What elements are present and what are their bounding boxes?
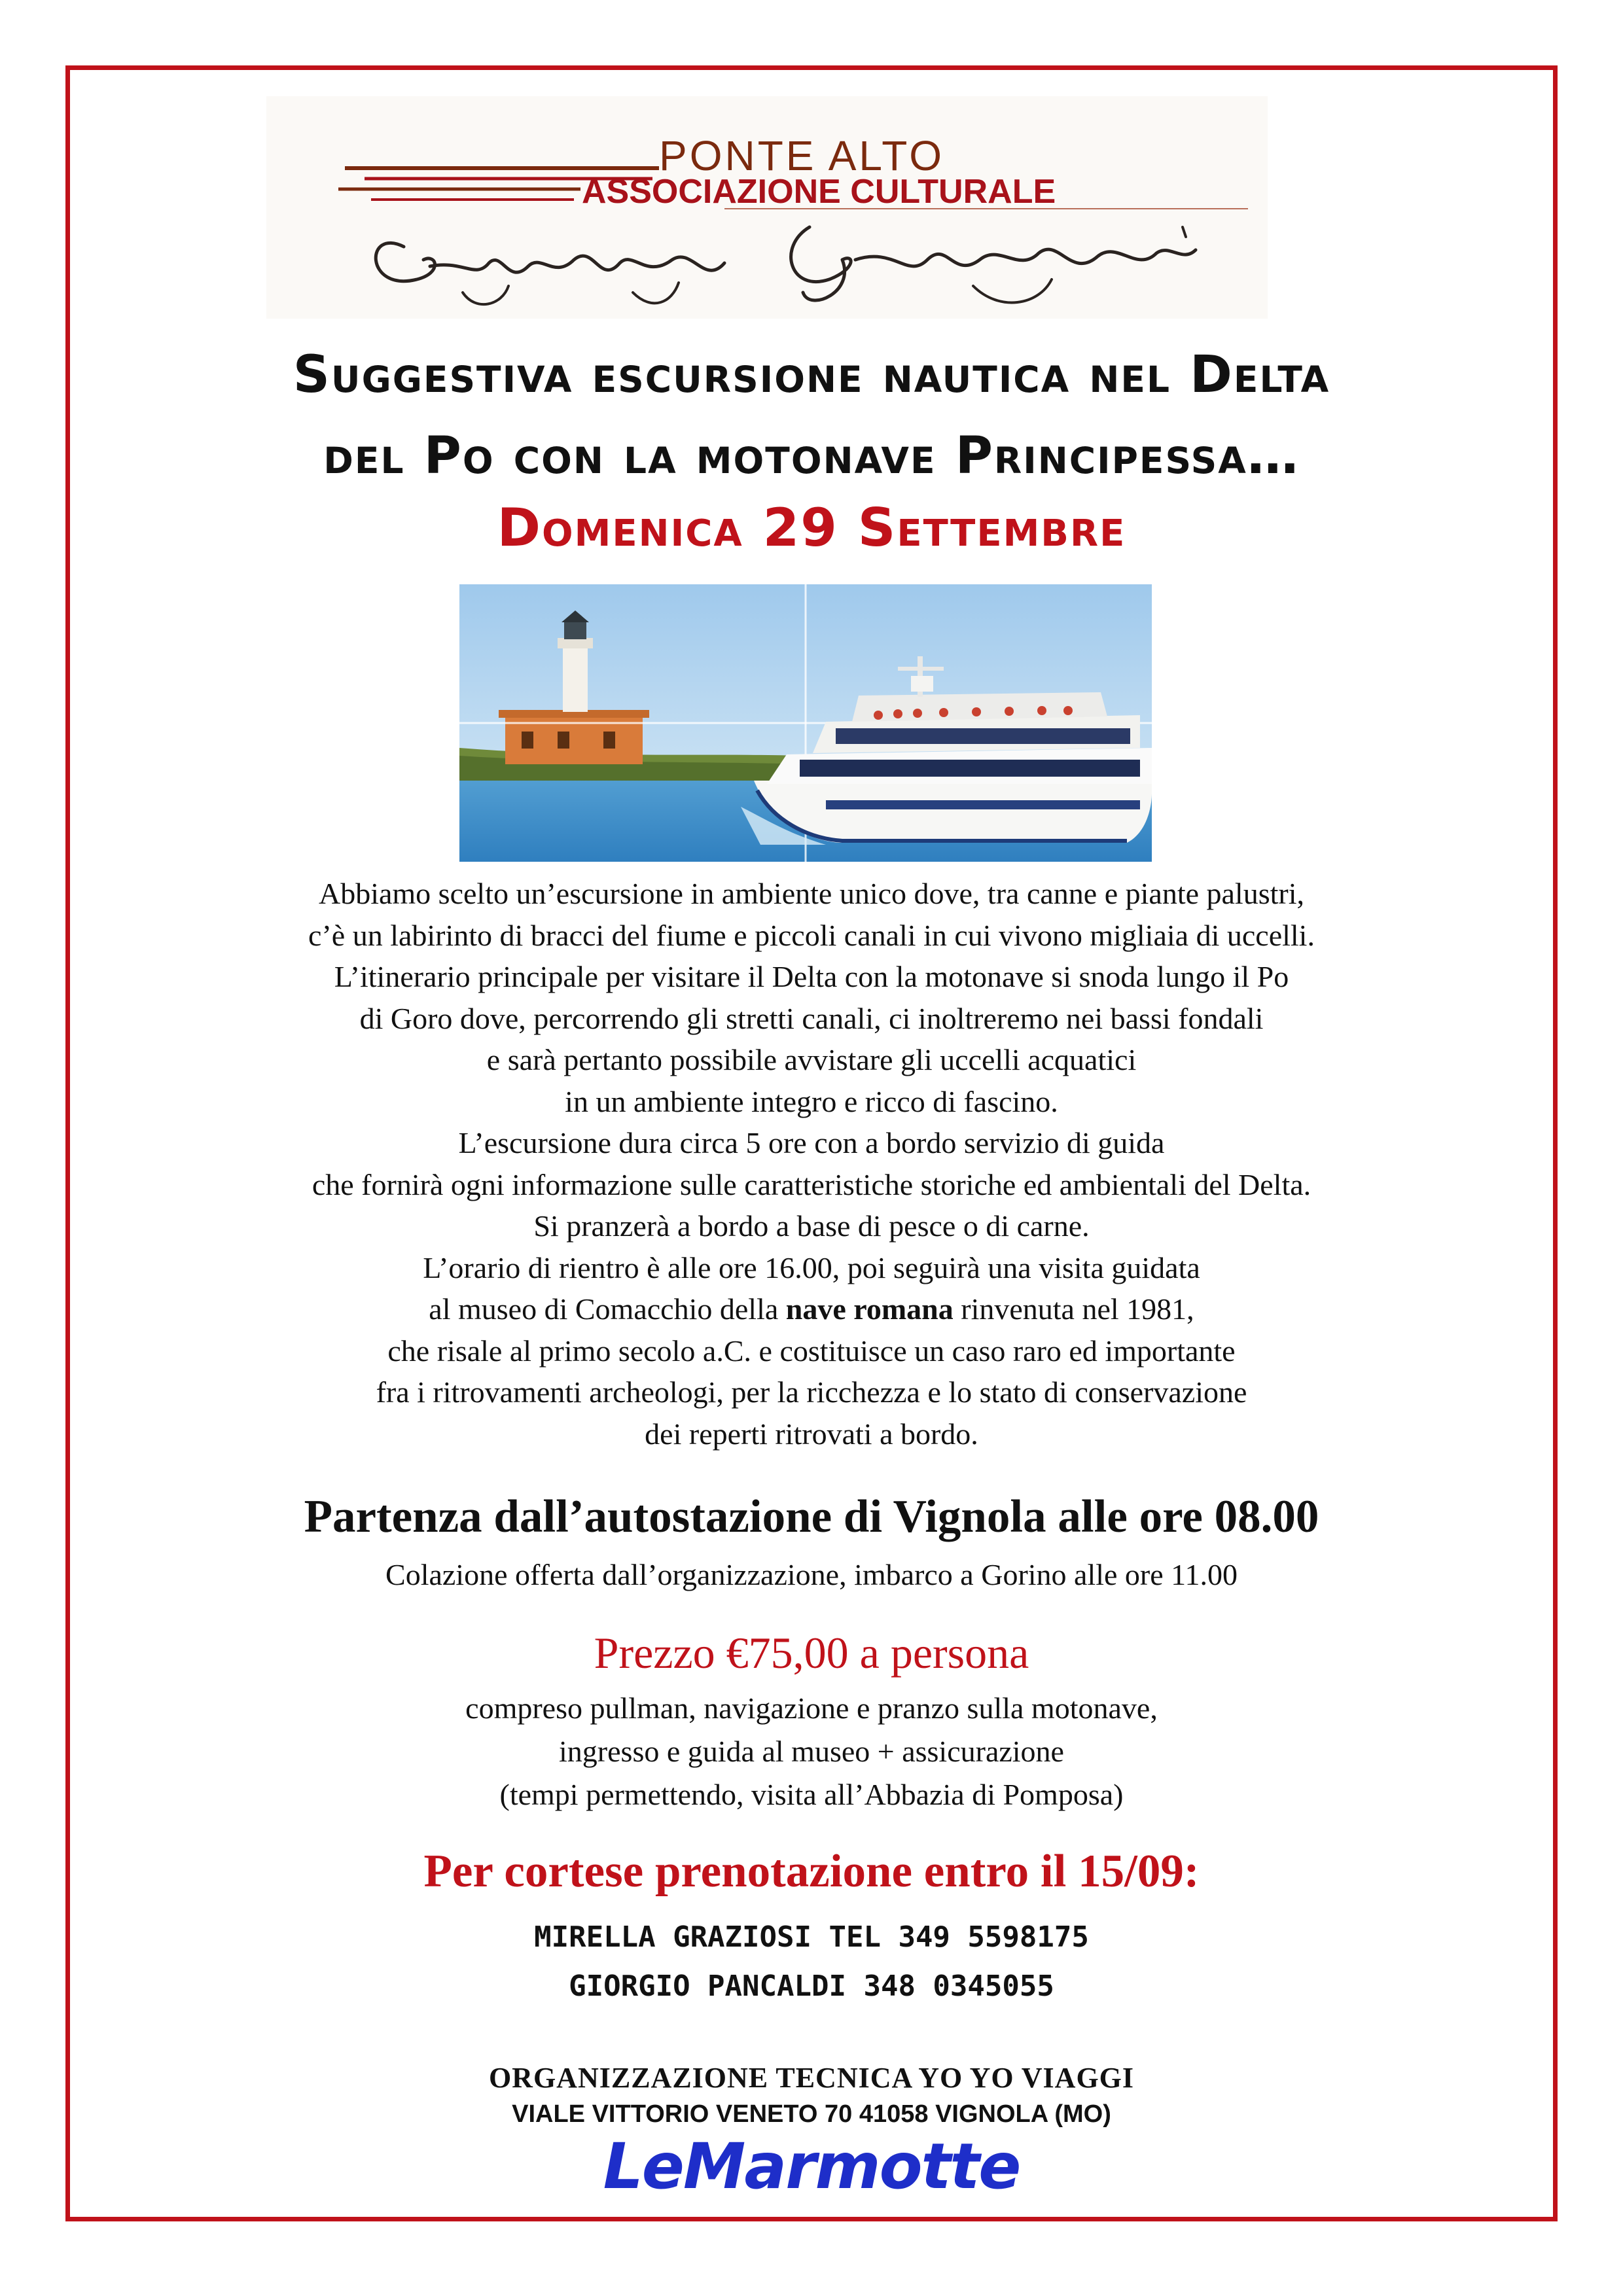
description-line: che risale al primo secolo a.C. e costituisce un caso raro ed importante	[387, 1333, 1236, 1368]
description-line: di Goro dove, percorrendo gli stretti canali, ci inoltreremo nei bassi fondali	[359, 1001, 1264, 1035]
association-logo	[266, 96, 1268, 319]
breakfast-info: Colazione offerta dall’organizzazione, imbarco a Gorino alle ore 11.00	[385, 1558, 1238, 1591]
description-line: L’orario di rientro è alle ore 16.00, poi seguirà una visita guidata	[423, 1250, 1200, 1284]
description-line: dei reperti ritrovati a bordo.	[645, 1417, 978, 1451]
price: Prezzo €75,00 a persona	[594, 1628, 1029, 1678]
logo-subtitle: ASSOCIAZIONE CULTURALE	[582, 173, 1056, 211]
includes-line: compreso pullman, navigazione e pranzo sulla motonave,	[465, 1691, 1158, 1725]
contact-mirella: MIRELLA GRAZIOSI TEL 349 5598175	[534, 1920, 1089, 1954]
contact-giorgio: GIORGIO PANCALDI 348 0345055	[569, 1969, 1054, 2003]
description-line: L’itinerario principale per visitare il Delta con la motonave si snoda lungo il Po	[334, 960, 1289, 993]
includes-line: (tempi permettendo, visita all’Abbazia di Pomposa)	[499, 1778, 1124, 1811]
description-line: Si pranzerà a bordo a base di pesce o di carne.	[533, 1209, 1090, 1243]
heading-line-2: del Po con la motonave Principessa…	[323, 427, 1300, 486]
description-line: fra i ritrovamenti archeologi, per la ricchezza e lo stato di conservazione	[376, 1375, 1247, 1409]
signature-icon	[266, 96, 1268, 319]
logo-name: PONTE ALTO	[659, 132, 944, 179]
roman-ship-highlight: nave romana	[785, 1292, 954, 1326]
description-text: al museo di Comacchio della	[429, 1292, 786, 1326]
description-line: in un ambiente integro e ricco di fascino.	[565, 1084, 1058, 1118]
organizer-line: ORGANIZZAZIONE TECNICA YO YO VIAGGI	[488, 2062, 1135, 2094]
departure-info: Partenza dall’autostazione di Vignola alle ore 08.00	[304, 1491, 1319, 1542]
heading-line-1: Suggestiva escursione nautica nel Delta	[293, 345, 1330, 404]
description-text: rinvenuta nel 1981,	[953, 1292, 1194, 1326]
motor-ship-lighthouse-photo	[459, 584, 1152, 862]
includes-line: ingresso e guida al museo + assicurazione	[559, 1735, 1064, 1768]
description-line: e sarà pertanto possibile avvistare gli uccelli acquatici	[486, 1043, 1137, 1076]
excursion-description	[65, 873, 1558, 1455]
description-line: c’è un labirinto di bracci del fiume e piccoli canali in cui vivono migliaia di uccelli.	[308, 918, 1315, 952]
description-line: che fornirà ogni informazione sulle caratteristiche storiche ed ambientali del Delta.	[312, 1167, 1311, 1201]
lemarmotte-logo: LeMarmotte	[603, 2130, 1020, 2203]
description-line	[65, 1288, 1558, 1330]
organizer-address: VIALE VITTORIO VENETO 70 41058 VIGNOLA (MO)	[512, 2100, 1111, 2128]
event-date: Domenica 29 Settembre	[497, 497, 1126, 558]
booking-deadline: Per cortese prenotazione entro il 15/09:	[423, 1846, 1200, 1897]
price-includes	[65, 1687, 1558, 1816]
description-line: Abbiamo scelto un’escursione in ambiente unico dove, tra canne e piante palustri,	[318, 877, 1304, 910]
description-line: L’escursione dura circa 5 ore con a bordo servizio di guida	[458, 1126, 1165, 1159]
